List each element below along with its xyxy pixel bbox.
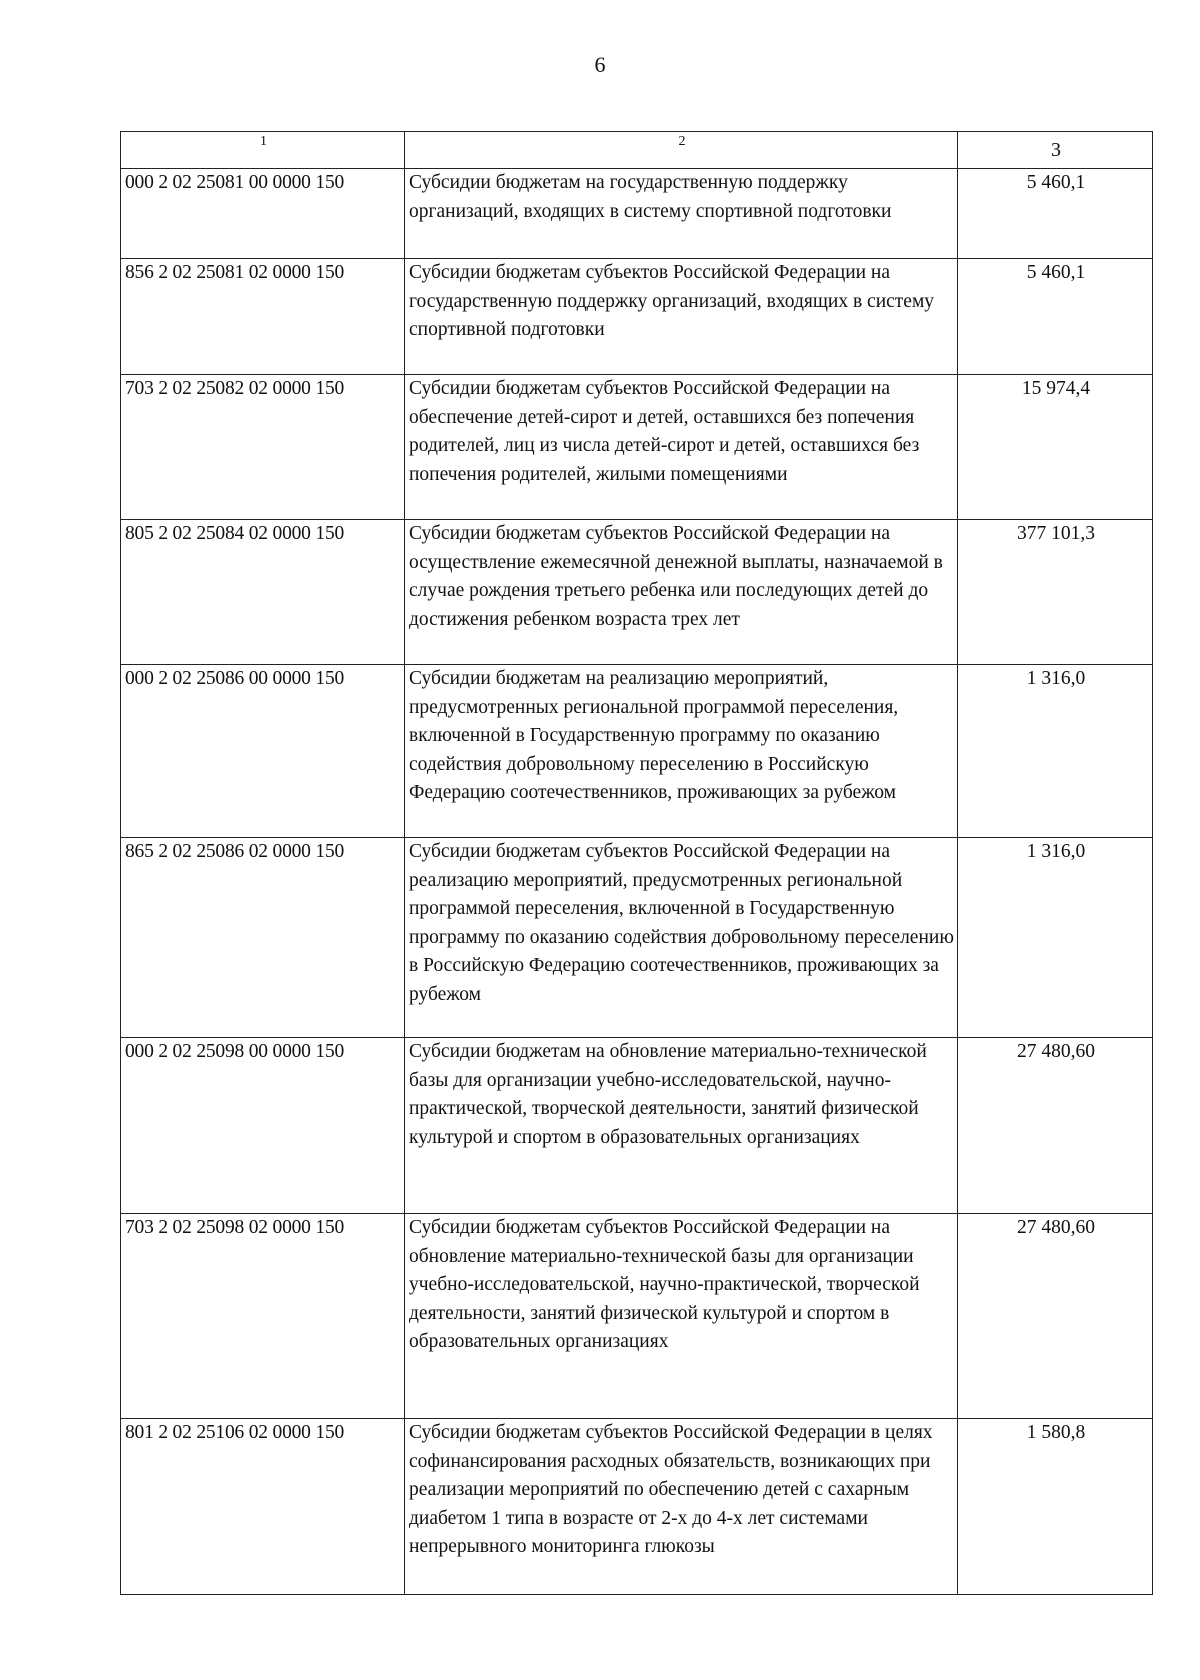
amount-cell: 1 316,0 (958, 665, 1153, 838)
description-cell: Субсидии бюджетам субъектов Российской Федерации на реализацию мероприятий, предусмотренных региональной программой переселения, включенной в Государственную программу по оказанию содействия добровольному переселению в Российскую Федерацию соотечественников, проживающих за рубежом (405, 838, 958, 1038)
budget-code-cell: 856 2 02 25081 02 0000 150 (121, 259, 405, 375)
table-row (121, 838, 1153, 1038)
budget-code-cell: 801 2 02 25106 02 0000 150 (121, 1419, 405, 1595)
table-row (121, 375, 1153, 520)
column-header-1: 1 (121, 132, 405, 169)
table-row (121, 169, 1153, 259)
description-cell: Субсидии бюджетам субъектов Российской Федерации на государственную поддержку организаций, входящих в систему спортивной подготовки (405, 259, 958, 375)
description-cell: Субсидии бюджетам субъектов Российской Федерации на обеспечение детей-сирот и детей, оставшихся без попечения родителей, лиц из числа детей-сирот и детей, оставшихся без попечения родителей, жилыми помещениями (405, 375, 958, 520)
amount-cell: 15 974,4 (958, 375, 1153, 520)
amount-cell: 1 580,8 (958, 1419, 1153, 1595)
amount-cell: 5 460,1 (958, 259, 1153, 375)
budget-code-cell: 865 2 02 25086 02 0000 150 (121, 838, 405, 1038)
description-cell: Субсидии бюджетам на обновление материально-технической базы для организации учебно-исследовательской, научно-практической, творческой деятельности, занятий физической культурой и спортом в образовательных организациях (405, 1038, 958, 1214)
description-cell: Субсидии бюджетам субъектов Российской Федерации в целях софинансирования расходных обязательств, возникающих при реализации мероприятий по обеспечению детей с сахарным диабетом 1 типа в возрасте от 2-х до 4-х лет системами непрерывного мониторинга глюкозы (405, 1419, 958, 1595)
budget-code-cell: 805 2 02 25084 02 0000 150 (121, 520, 405, 665)
amount-cell: 27 480,60 (958, 1038, 1153, 1214)
budget-code-cell: 000 2 02 25081 00 0000 150 (121, 169, 405, 259)
table-row (121, 1214, 1153, 1419)
budget-code-cell: 703 2 02 25098 02 0000 150 (121, 1214, 405, 1419)
description-cell: Субсидии бюджетам субъектов Российской Федерации на обновление материально-технической базы для организации учебно-исследовательской, научно-практической, творческой деятельности, занятий физической культурой и спортом в образовательных организациях (405, 1214, 958, 1419)
column-header-2: 2 (405, 132, 958, 169)
table-row (121, 259, 1153, 375)
description-cell: Субсидии бюджетам субъектов Российской Федерации на осуществление ежемесячной денежной выплаты, назначаемой в случае рождения третьего ребенка или последующих детей до достижения ребенком возраста трех лет (405, 520, 958, 665)
description-cell: Субсидии бюджетам на государственную поддержку организаций, входящих в систему спортивной подготовки (405, 169, 958, 259)
amount-cell: 27 480,60 (958, 1214, 1153, 1419)
table-row (121, 1419, 1153, 1595)
amount-cell: 5 460,1 (958, 169, 1153, 259)
table-header-row (121, 132, 1153, 169)
table-row (121, 665, 1153, 838)
budget-code-cell: 703 2 02 25082 02 0000 150 (121, 375, 405, 520)
amount-cell: 377 101,3 (958, 520, 1153, 665)
table-row (121, 1038, 1153, 1214)
amount-cell: 1 316,0 (958, 838, 1153, 1038)
table-row (121, 520, 1153, 665)
description-cell: Субсидии бюджетам на реализацию мероприятий, предусмотренных региональной программой переселения, включенной в Государственную программу по оказанию содействия добровольному переселению в Российскую Федерацию соотечественников, проживающих за рубежом (405, 665, 958, 838)
budget-revenue-table (120, 131, 1153, 1595)
column-header-3: 3 (958, 132, 1153, 169)
budget-code-cell: 000 2 02 25086 00 0000 150 (121, 665, 405, 838)
page-number: 6 (594, 52, 606, 77)
budget-code-cell: 000 2 02 25098 00 0000 150 (121, 1038, 405, 1214)
